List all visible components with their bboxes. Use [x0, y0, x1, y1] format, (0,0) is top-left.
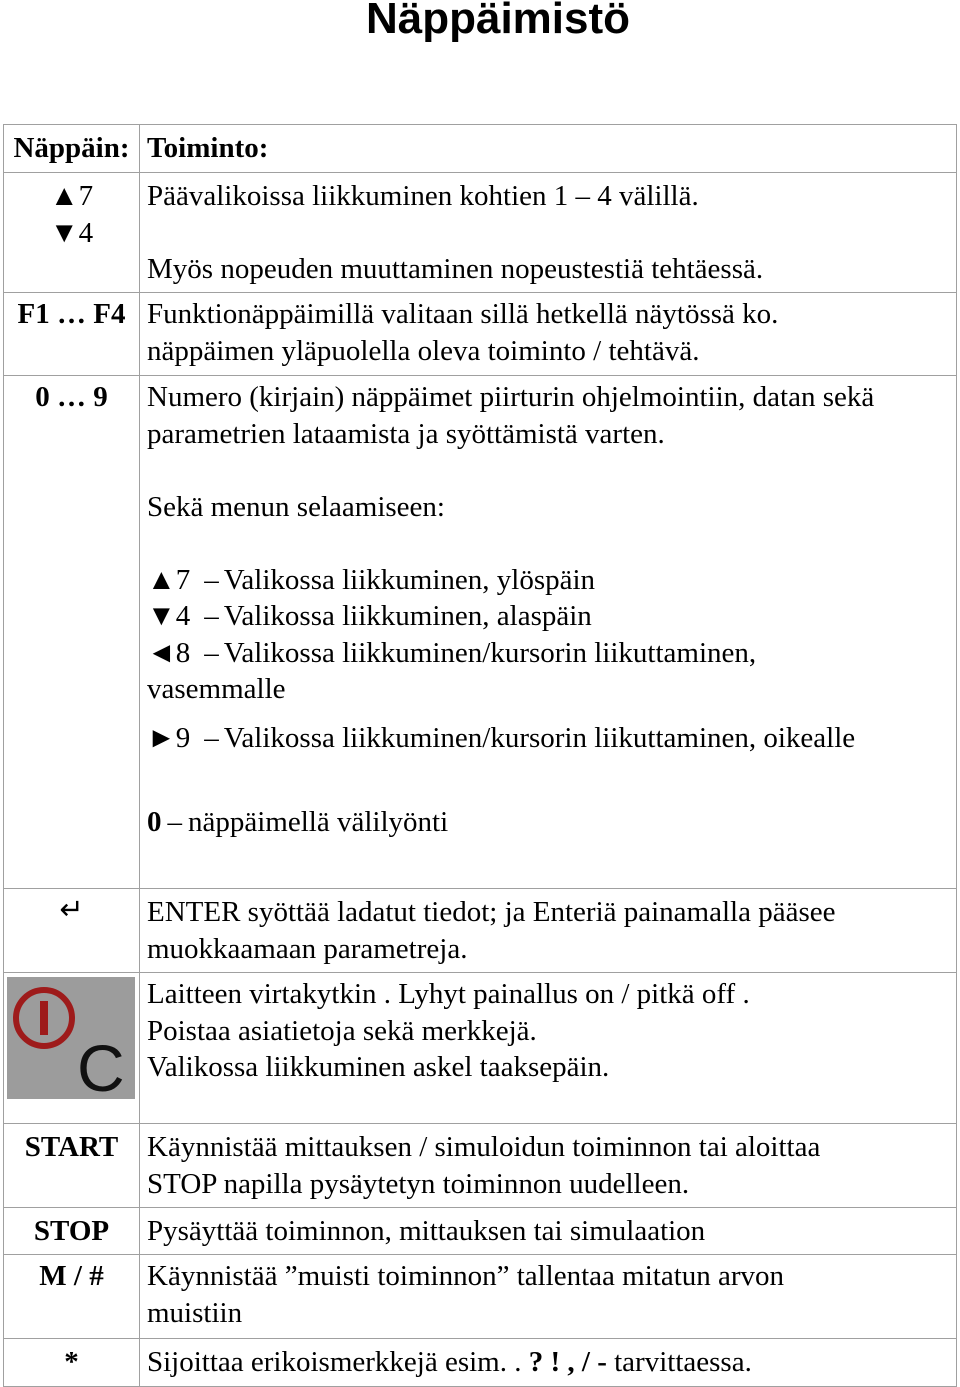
- key-cell: [4, 1124, 140, 1208]
- key-label: START: [24, 1131, 119, 1163]
- function-line: [147, 1344, 956, 1381]
- function-line: Laitteen virtakytkin . Lyhyt painallus on / pitkä off .: [147, 978, 750, 1010]
- nav-text: Valikossa liikkuminen/kursorin liikuttaminen,: [223, 636, 757, 669]
- table-row-fkeys: [4, 293, 957, 376]
- table-row-enter: [4, 889, 957, 973]
- nav-key: ◄8: [147, 636, 191, 669]
- key-label: M / #: [39, 1260, 104, 1292]
- key-cell: [4, 973, 140, 1124]
- nav-text: Valikossa liikkuminen/kursorin liikuttaminen, oikealle: [223, 721, 856, 754]
- key-cell: [4, 1208, 140, 1255]
- table-row-stop: [4, 1208, 957, 1255]
- function-cell: [140, 1208, 957, 1255]
- nav-text: Valikossa liikkuminen, ylöspäin: [223, 563, 596, 596]
- star-text-before: Sijoittaa erikoismerkkejä esim. .: [147, 1346, 522, 1378]
- key-label: *: [64, 1346, 79, 1378]
- nav-item: ►9 – Valikossa liikkuminen/kursorin liikuttaminen, oikealle: [147, 721, 856, 754]
- header-key-cell: [4, 125, 140, 173]
- key-up-arrow: ▲7: [49, 180, 94, 212]
- header-function: Toiminto:: [147, 132, 269, 164]
- nav-item: ◄8 – Valikossa liikkuminen/kursorin liikuttaminen,: [147, 636, 757, 669]
- nav-key: ▲7: [147, 563, 191, 596]
- key-cell: [4, 889, 140, 973]
- function-line: parametrien lataamista ja syöttämistä varten.: [147, 417, 665, 450]
- function-line: Päävalikoissa liikkuminen kohtien 1 – 4 välillä.: [147, 180, 699, 212]
- star-text-after: tarvittaessa.: [606, 1346, 752, 1378]
- function-line: näppäimen yläpuolella oleva toiminto / tehtävä.: [147, 334, 700, 367]
- function-cell: [140, 1339, 957, 1387]
- table-row-digits: [4, 376, 957, 889]
- space-key-line: 0 – näppäimellä välilyönti: [147, 806, 449, 838]
- key-cell: [4, 293, 140, 376]
- table-row-memory: [4, 1255, 957, 1339]
- function-cell: [140, 376, 957, 889]
- spacer: [147, 452, 956, 489]
- function-line: Pysäyttää toiminnon, mittauksen tai simulaation: [147, 1215, 706, 1247]
- function-cell: [140, 1255, 957, 1339]
- spacer: [147, 525, 956, 562]
- key-cell: [4, 1255, 140, 1339]
- clear-icon-letter: C: [77, 1031, 125, 1099]
- nav-item: ▼4 – Valikossa liikkuminen, alaspäin: [147, 600, 592, 632]
- nav-item: ▲7 – Valikossa liikkuminen, ylöspäin: [147, 563, 596, 596]
- key-label: 0 … 9: [35, 381, 108, 413]
- star-symbols: ? ! , / -: [521, 1346, 607, 1378]
- function-line: Poistaa asiatietoja sekä merkkejä.: [147, 1014, 537, 1047]
- key-down-arrow: ▼4: [49, 216, 94, 249]
- nav-item-continuation: vasemmalle: [147, 673, 286, 705]
- keyboard-table: [3, 124, 957, 1387]
- table-row-star: [4, 1339, 957, 1387]
- table-header-row: [4, 125, 957, 173]
- key-cell: [4, 1339, 140, 1387]
- table-row-arrows: [4, 173, 957, 293]
- nav-key: ►9: [147, 721, 191, 754]
- power-clear-icon: [7, 977, 135, 1099]
- header-key: Näppäin:: [13, 132, 130, 164]
- header-function-cell: [140, 125, 957, 173]
- function-cell: [140, 889, 957, 973]
- function-line: Myös nopeuden muuttaminen nopeustestiä tehtäessä.: [147, 253, 764, 285]
- key-label: STOP: [33, 1215, 110, 1247]
- key-cell: [4, 173, 140, 293]
- function-cell: [140, 1124, 957, 1208]
- menu-heading: Sekä menun selaamiseen:: [147, 490, 445, 523]
- key-cell: [4, 376, 140, 889]
- function-cell: [140, 973, 957, 1124]
- function-line: Valikossa liikkuminen askel taaksepäin.: [147, 1051, 610, 1083]
- space-text: näppäimellä välilyönti: [188, 806, 449, 838]
- function-line: Käynnistää mittauksen / simuloidun toiminnon tai aloittaa: [147, 1131, 821, 1163]
- function-line: Käynnistää ”muisti toiminnon” tallentaa mitatun arvon: [147, 1260, 785, 1292]
- function-line: Funktionäppäimillä valitaan sillä hetkellä näytössä ko.: [147, 298, 779, 330]
- space-key: 0: [147, 806, 162, 838]
- table-row-start: [4, 1124, 957, 1208]
- function-line: muistiin: [147, 1296, 243, 1329]
- function-line: STOP napilla pysäytetyn toiminnon uudelleen.: [147, 1167, 690, 1200]
- function-cell: [140, 173, 957, 293]
- key-label: F1 … F4: [17, 298, 126, 330]
- nav-text: Valikossa liikkuminen, alaspäin: [223, 600, 592, 632]
- function-line: ENTER syöttää ladatut tiedot; ja Enteriä painamalla pääsee: [147, 896, 836, 928]
- function-line: muokkaamaan parametreja.: [147, 932, 468, 965]
- function-cell: [140, 293, 957, 376]
- nav-key: ▼4: [147, 600, 191, 632]
- spacer: [147, 215, 956, 252]
- function-line: Numero (kirjain) näppäimet piirturin ohjelmointiin, datan sekä: [147, 381, 875, 413]
- enter-icon: ↵: [59, 894, 84, 926]
- page-title: Näppäimistö: [365, 0, 631, 43]
- table-row-power: [4, 973, 957, 1124]
